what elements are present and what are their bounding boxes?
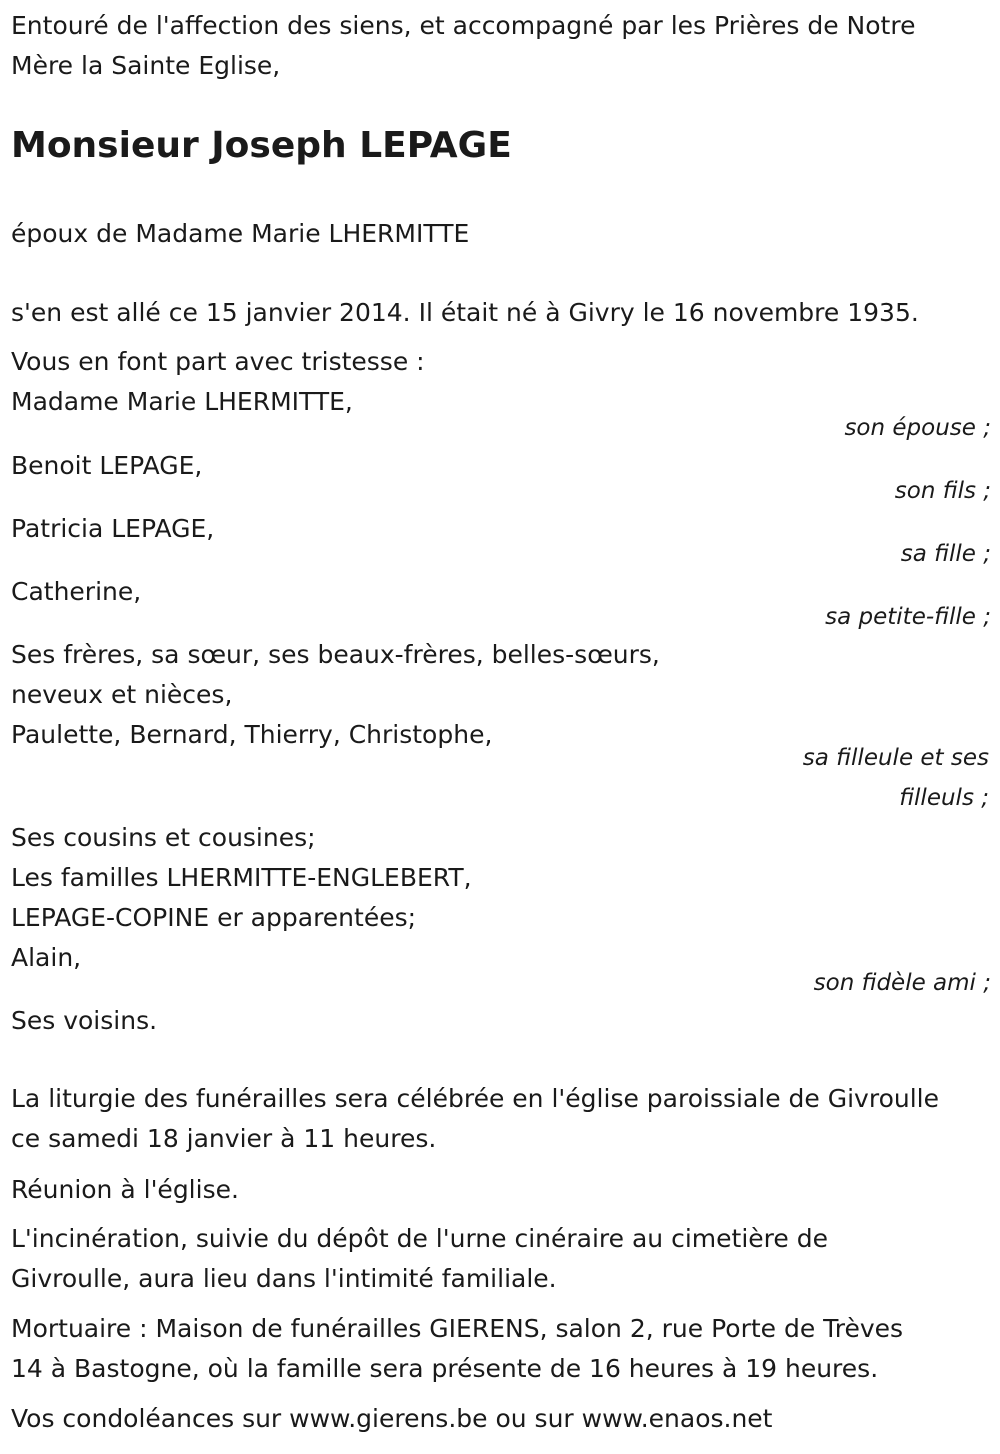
family-line: neveux et nièces, [11,680,233,709]
family-neighbours: Ses voisins. [11,1006,158,1035]
family-line: LEPAGE-COPINE er apparentées; [11,903,417,932]
liturgy-line: ce samedi 18 janvier à 11 heures. [11,1124,437,1153]
family-member-relation: son fils ; [894,478,991,504]
family-group-siblings [11,635,991,755]
intro-line-1: Entouré de l'affection des siens, et accompagné par les Prières de Notre [11,11,916,40]
intro-text [11,6,991,86]
meeting-text: Réunion à l'église. [11,1175,239,1204]
family-member-relation: son épouse ; [844,415,991,441]
intro-line-2: Mère la Sainte Eglise, [11,51,281,80]
family-member-name: Madame Marie LHERMITTE, [11,387,353,416]
liturgy-line: La liturgie des funérailles sera célébrée en l'église paroissiale de Givroulle [11,1084,939,1113]
mortuary-text [11,1309,991,1389]
family-line: Ses frères, sa sœur, ses beaux-frères, belles-sœurs, [11,640,660,669]
liturgy-text [11,1079,991,1159]
mortuary-line: Mortuaire : Maison de funérailles GIERENS, salon 2, rue Porte de Trèves [11,1314,904,1343]
deceased-name: Monsieur Joseph LEPAGE [11,125,512,166]
family-member-name: Patricia LEPAGE, [11,514,215,543]
family-line: Les familles LHERMITTE-ENGLEBERT, [11,863,472,892]
family-relation-line: filleuls ; [899,785,989,811]
cremation-text [11,1219,991,1299]
family-member-relation: sa petite-fille ; [825,604,991,630]
family-group-cousins [11,818,991,978]
family-line: Paulette, Bernard, Thierry, Christophe, [11,720,493,749]
family-line: Alain, [11,943,82,972]
death-line: s'en est allé ce 15 janvier 2014. Il était né à Givry le 16 novembre 1935. [11,298,919,327]
condolences-text: Vos condoléances sur www.gierens.be ou sur www.enaos.net [11,1404,773,1433]
cremation-line: L'incinération, suivie du dépôt de l'urne cinéraire au cimetière de [11,1224,828,1253]
family-line: Ses cousins et cousines; [11,823,316,852]
family-member-name: Benoit LEPAGE, [11,451,203,480]
family-member-name: Catherine, [11,577,142,606]
announce-line: Vous en font part avec tristesse : [11,347,425,376]
cremation-line: Givroulle, aura lieu dans l'intimité familiale. [11,1264,557,1293]
family-member-relation: son fidèle ami ; [813,970,991,996]
spouse-line: époux de Madame Marie LHERMITTE [11,219,470,248]
mortuary-line: 14 à Bastogne, où la famille sera présente de 16 heures à 19 heures. [11,1354,879,1383]
family-member-relation: sa fille ; [900,541,991,567]
family-relation-line: sa filleule et ses [802,745,989,771]
family-group-relation [11,738,991,818]
